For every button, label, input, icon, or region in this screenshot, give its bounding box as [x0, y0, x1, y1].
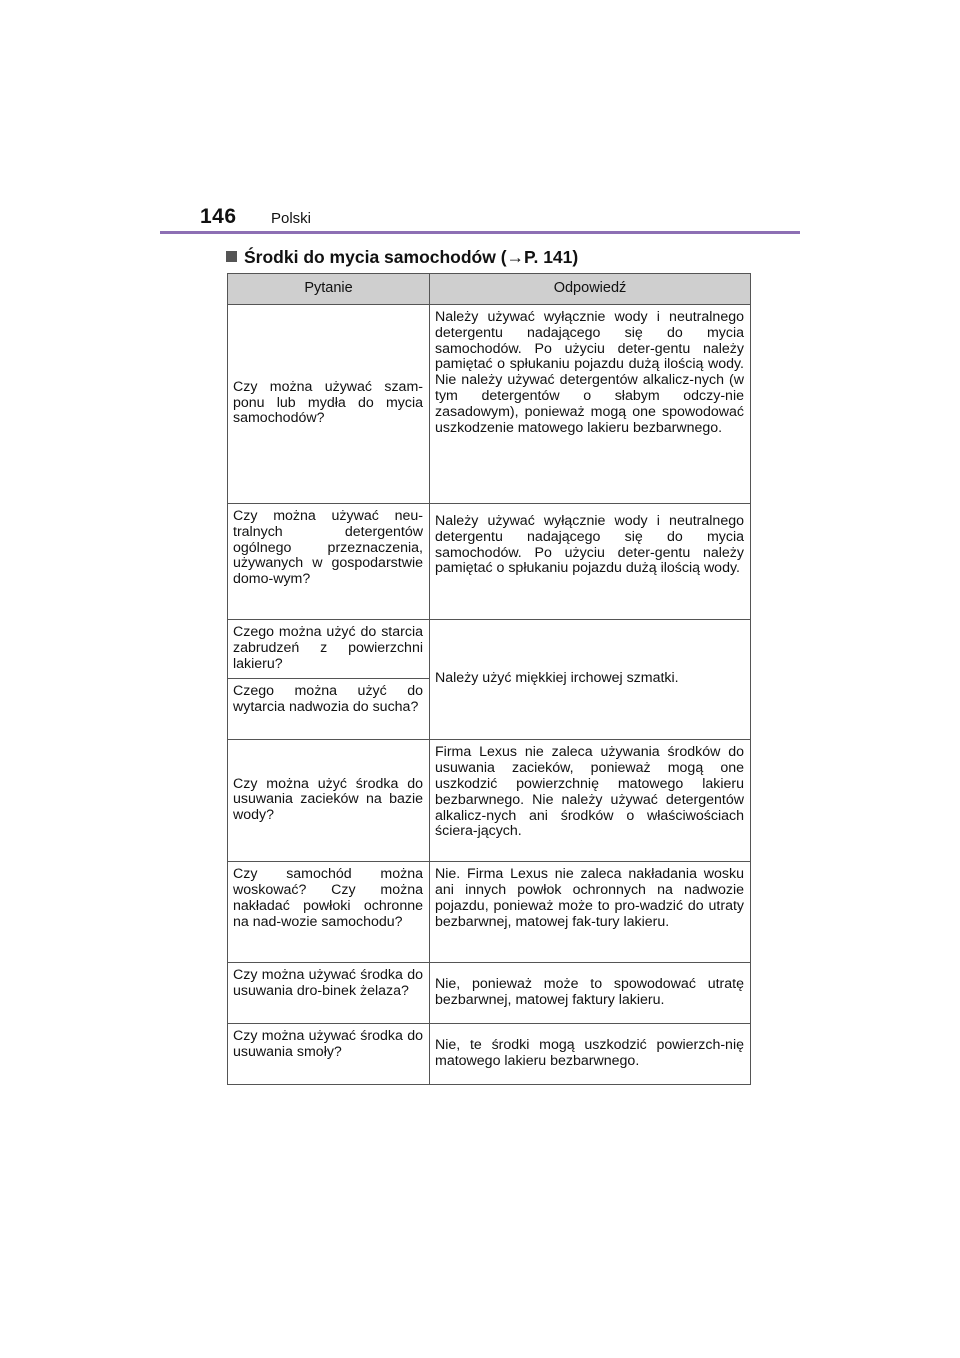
square-bullet-icon: [226, 251, 237, 262]
table-row: [228, 1024, 751, 1085]
question-cell: Czy można używać środka do usuwania dro-binek żelaza?: [228, 963, 430, 1024]
column-header-question: Pytanie: [228, 274, 430, 305]
answer-cell: Nie, te środki mogą uszkodzić powierzch-nię matowego lakieru bezbarwnego.: [430, 1024, 751, 1085]
qa-table: [227, 273, 751, 1085]
question-cell: Czy można używać neu-tralnych detergentów ogólnego przeznaczenia, używanych w gospodarstwie domo-wym?: [228, 504, 430, 620]
question-cell: Czy można użyć środka do usuwania zacieków na bazie wody?: [228, 740, 430, 862]
question-cell: Czego można użyć do starcia zabrudzeń z powierzchni lakieru?: [228, 620, 430, 679]
section-title: [226, 245, 578, 269]
table-row: [228, 862, 751, 963]
answer-cell: Należy użyć miękkiej irchowej szmatki.: [430, 620, 751, 740]
page-number: 146: [200, 205, 237, 228]
table-header-row: [228, 274, 751, 305]
question-cell: Czy samochód można woskować? Czy można nakładać powłoki ochronne na nad-wozie samochodu?: [228, 862, 430, 963]
answer-cell: Firma Lexus nie zaleca używania środków do usuwania zacieków, ponieważ mogą one uszkodzić powierzchnię matowego lakieru bezbarwnego. Nie należy używać detergentów alkalicz-nych ani środków o właściwościach ściera-jących.: [430, 740, 751, 862]
answer-cell: Należy używać wyłącznie wody i neutralnego detergentu nadającego się do mycia samochodów. Po użyciu deter-gentu należy pamiętać o spłukaniu pojazdu dużą ilością wody.: [430, 504, 751, 620]
column-header-answer: Odpowiedź: [430, 274, 751, 305]
answer-cell: Należy używać wyłącznie wody i neutralnego detergentu nadającego się do mycia samochodów. Po użyciu deter-gentu należy pamiętać o spłukaniu pojazdu dużą ilością wody. Nie należy używać detergentów alkalicz-nych (w tym detergentów o słabym odczy-nie zasadowym), ponieważ mogą one spowodować uszkodzenie matowego lakieru bezbarwnego.: [430, 305, 751, 504]
header-rule: [160, 231, 800, 234]
question-cell: Czy można używać szam-ponu lub mydła do mycia samochodów?: [228, 305, 430, 504]
table-row: [228, 305, 751, 504]
answer-cell: Nie. Firma Lexus nie zaleca nakładania wosku ani innych powłok ochronnych na nadwozie pojazdu, ponieważ może to pro-wadzić do utraty bezbarwnej, matowej fak-tury lakieru.: [430, 862, 751, 963]
answer-cell: Nie, ponieważ może to spowodować utratę bezbarwnej, matowej faktury lakieru.: [430, 963, 751, 1024]
table-row: [228, 963, 751, 1024]
language-label: Polski: [271, 210, 312, 227]
table-row: [228, 620, 751, 679]
table-row: [228, 504, 751, 620]
question-cell: Czy można używać środka do usuwania smoły?: [228, 1024, 430, 1085]
section-title-text: Środki do mycia samochodów (→P. 141): [244, 247, 579, 267]
table-row: [228, 740, 751, 862]
question-cell: Czego można użyć do wytarcia nadwozia do sucha?: [228, 679, 430, 740]
